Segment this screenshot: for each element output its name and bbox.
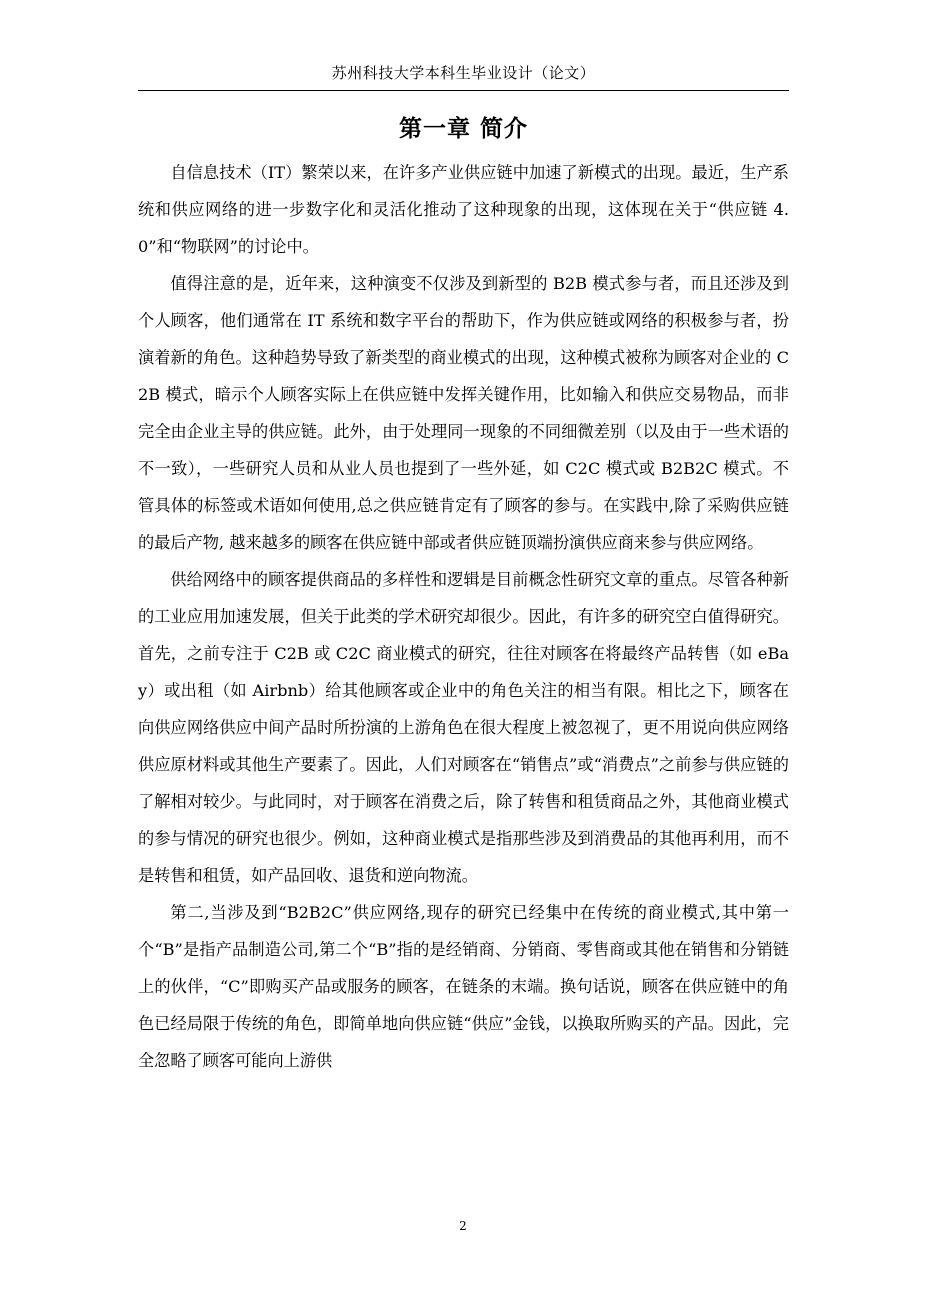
chapter-title: 第一章 简介 xyxy=(398,116,528,142)
paragraph: 供给网络中的顾客提供商品的多样性和逻辑是目前概念性研究文章的重点。尽管各种新的工业应用加速发展，但关于此类的学术研究却很少。因此，有许多的研究空白值得研究。首先，之前专注于 C2B 或 C2C 商业模式的研究，往往对顾客在将最终产品转售（如 eBay）或出租（如 Airbnb）给其他顾客或企业中的角色关注的相当有限。相比之下，顾客在向供应网络供应中间产品时所扮演的上游角色在很大程度上被忽视了，更不用说向供应网络供应原材料或其他生产要素了。因此，人们对顾客在“销售点”或“消费点”之前参与供应链的了解相对较少。与此同时，对于顾客在消费之后，除了转售和租赁商品之外，其他商业模式的参与情况的研究也很少。例如，这种商业模式是指那些涉及到消费品的其他再利用，而不是转售和租赁，如产品回收、退货和逆向物流。 xyxy=(138,570,789,885)
paragraph: 自信息技术（IT）繁荣以来，在许多产业供应链中加速了新模式的出现。最近，生产系统和供应网络的进一步数字化和灵活化推动了这种现象的出现，这体现在关于“供应链 4.0”和“物联网”的讨论中。 xyxy=(138,163,789,256)
page-header xyxy=(138,60,789,91)
page-number: 2 xyxy=(459,1219,467,1233)
header-title: 苏州科技大学本科生毕业设计（论文） xyxy=(331,64,596,82)
paragraph: 第二,当涉及到“B2B2C”供应网络,现存的研究已经集中在传统的商业模式,其中第一个“B”是指产品制造公司,第二个“B”指的是经销商、分销商、零售商或其他在销售和分销链上的伙伴，“C”即购买产品或服务的顾客，在链条的末端。换句话说，顾客在供应链中的角色已经局限于传统的角色，即简单地向供应链“供应”金钱，以换取所购买的产品。因此，完全忽略了顾客可能向上游供 xyxy=(138,903,789,1070)
paragraph: 值得注意的是，近年来，这种演变不仅涉及到新型的 B2B 模式参与者，而且还涉及到个人顾客，他们通常在 IT 系统和数字平台的帮助下，作为供应链或网络的积极参与者，扮演着新的角色。这种趋势导致了新类型的商业模式的出现，这种模式被称为顾客对企业的 C2B 模式，暗示个人顾客实际上在供应链中发挥关键作用，比如输入和供应交易物品，而非完全由企业主导的供应链。此外，由于处理同一现象的不同细微差别（以及由于一些术语的不一致），一些研究人员和从业人员也提到了一些外延，如 C2C 模式或 B2B2C 模式。不管具体的标签或术语如何使用,总之供应链肯定有了顾客的参与。在实践中,除了采购供应链的最后产物, 越来越多的顾客在供应链中部或者供应链顶端扮演供应商来参与供应网络。 xyxy=(138,274,789,552)
document-body xyxy=(138,154,789,1079)
